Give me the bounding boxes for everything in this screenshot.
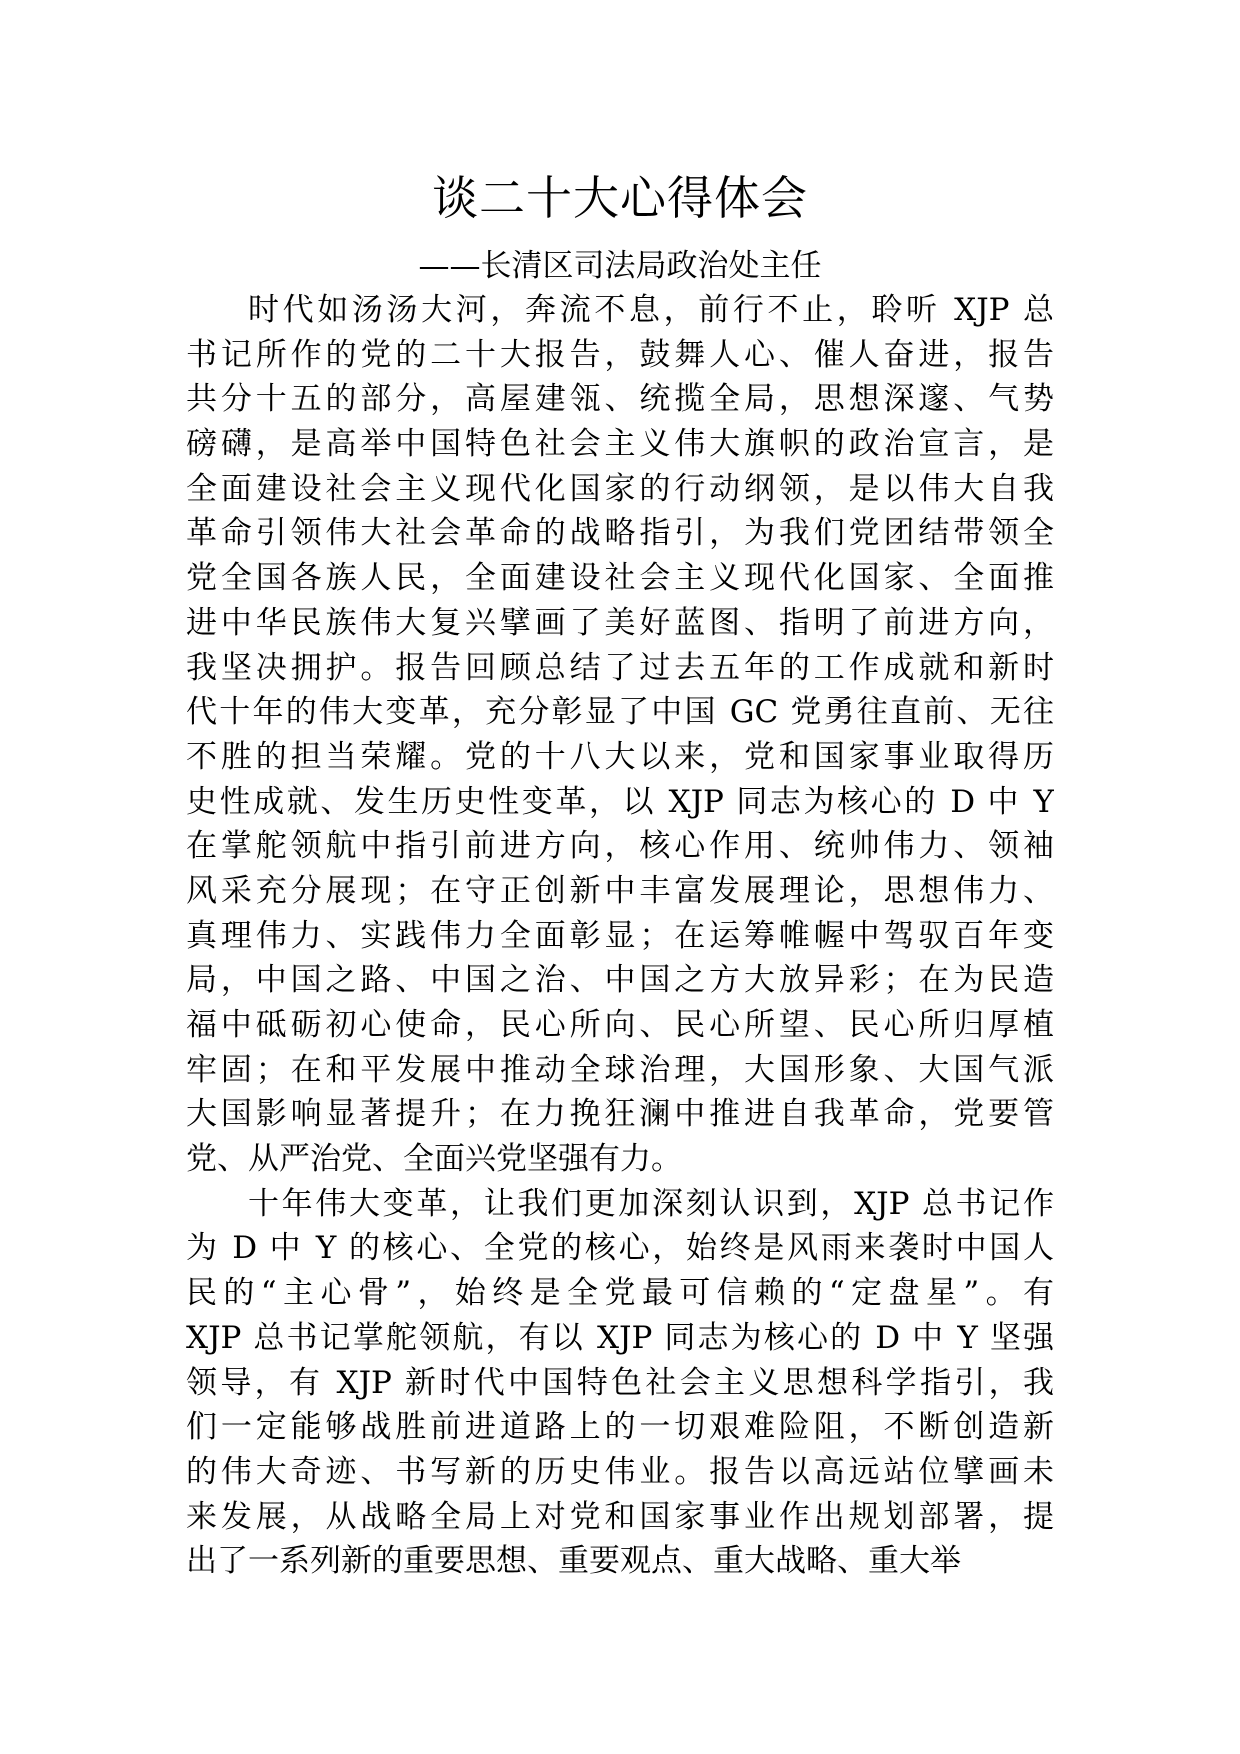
paragraph-line: 来发展，从战略全局上对党和国家事业作出规划部署，提 <box>186 1498 1054 1535</box>
paragraph-line: 革命引领伟大社会革命的战略指引，为我们党团结带领全 <box>186 515 1054 552</box>
paragraph-line: 书记所作的党的二十大报告，鼓舞人心、催人奋进，报告 <box>186 336 1054 373</box>
paragraph-line: 磅礴，是高举中国特色社会主义伟大旗帜的政治宣言，是 <box>186 426 1054 463</box>
document-subtitle: ——长清区司法局政治处主任 <box>418 248 822 284</box>
paragraph-line: 全面建设社会主义现代化国家的行动纲领，是以伟大自我 <box>186 470 1054 507</box>
paragraph-line: 真理伟力、实践伟力全面彰显；在运筹帷幄中驾驭百年变 <box>186 917 1054 954</box>
paragraph-line: 不胜的担当荣耀。党的十八大以来，党和国家事业取得历 <box>186 738 1054 775</box>
paragraph-line: 进中华民族伟大复兴擘画了美好蓝图、指明了前进方向， <box>186 604 1054 641</box>
paragraph-line: 在掌舵领航中指引前进方向，核心作用、统帅伟力、领袖 <box>186 828 1054 865</box>
paragraph-line: 民的“主心骨”，始终是全党最可信赖的“定盘星”。有 <box>186 1275 1054 1312</box>
paragraph-line: 十年伟大变革，让我们更加深刻认识到，XJP 总书记作 <box>248 1185 1054 1222</box>
paragraph-line: 党、从严治党、全面兴党坚强有力。 <box>186 1141 682 1178</box>
paragraph-line: 局，中国之路、中国之治、中国之方大放异彩；在为民造 <box>186 962 1054 999</box>
paragraph-line: 牢固；在和平发展中推动全球治理，大国形象、大国气派 <box>186 1051 1054 1088</box>
paragraph-line: 代十年的伟大变革，充分彰显了中国 GC 党勇往直前、无往 <box>186 694 1054 731</box>
paragraph-line: 的伟大奇迹、书写新的历史伟业。报告以高远站位擘画未 <box>186 1453 1054 1490</box>
document-body <box>186 288 1054 1584</box>
paragraph-line: 共分十五的部分，高屋建瓴、统揽全局，思想深邃、气势 <box>186 381 1054 418</box>
paragraph-line: 风采充分展现；在守正创新中丰富发展理论，思想伟力、 <box>186 872 1054 909</box>
paragraph-line: 党全国各族人民，全面建设社会主义现代化国家、全面推 <box>186 560 1054 597</box>
paragraph <box>186 288 1054 1182</box>
paragraph-line: 时代如汤汤大河，奔流不息，前行不止，聆听 XJP 总 <box>248 292 1054 328</box>
paragraph-line: 大国影响显著提升；在力挽狂澜中推进自我革命，党要管 <box>186 1096 1054 1133</box>
paragraph-line: 们一定能够战胜前进道路上的一切艰难险阻，不断创造新 <box>186 1409 1054 1446</box>
paragraph-line: 福中砥砺初心使命，民心所向、民心所望、民心所归厚植 <box>186 1007 1054 1043</box>
paragraph-line: XJP 总书记掌舵领航，有以 XJP 同志为核心的 D 中 Y 坚强 <box>186 1319 1054 1356</box>
document-title: 谈二十大心得体会 <box>432 171 808 225</box>
paragraph-line: 领导，有 XJP 新时代中国特色社会主义思想科学指引，我 <box>186 1364 1054 1401</box>
paragraph <box>186 1182 1054 1584</box>
paragraph-line: 我坚决拥护。报告回顾总结了过去五年的工作成就和新时 <box>186 649 1054 686</box>
paragraph-line: 史性成就、发生历史性变革，以 XJP 同志为核心的 D 中 Y <box>186 783 1054 820</box>
paragraph-line: 出了一系列新的重要思想、重要观点、重大战略、重大举 <box>186 1543 961 1580</box>
paragraph-line: 为 D 中 Y 的核心、全党的核心，始终是风雨来袭时中国人 <box>186 1230 1054 1267</box>
